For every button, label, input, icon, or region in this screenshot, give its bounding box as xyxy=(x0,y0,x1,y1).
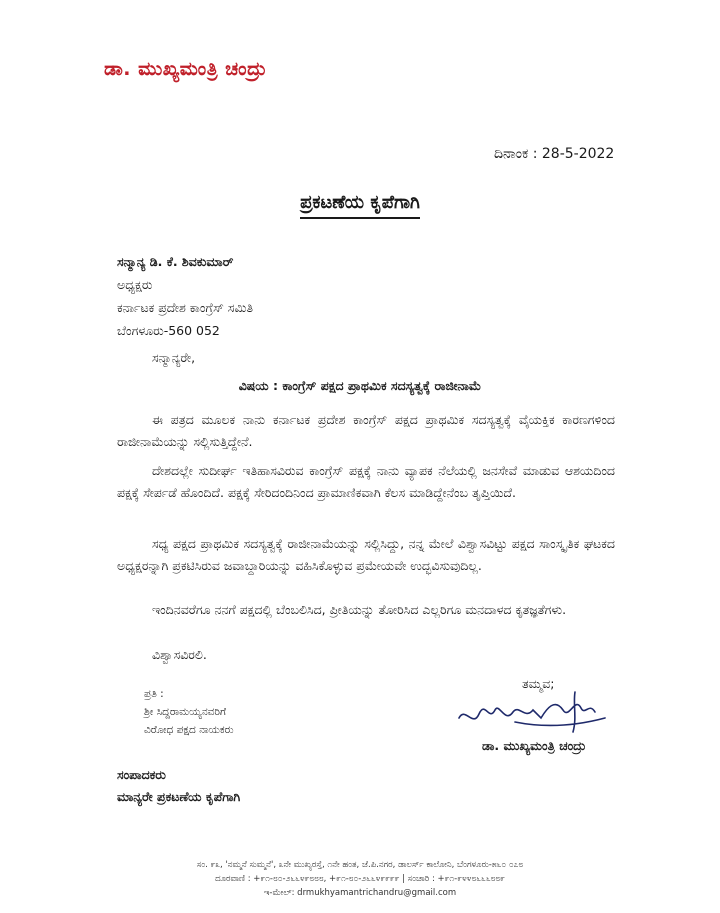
footer-email: ಇ-ಮೇಲ್: drmukhyamantrichandru@gmail.com xyxy=(263,888,457,898)
salutation: ಸನ್ಮಾನ್ಯರೇ, xyxy=(152,350,196,365)
body-paragraph: ಈ ಪತ್ರದ ಮೂಲಕ ನಾನು ಕರ್ನಾಟಕ ಪ್ರದೇಶ ಕಾಂಗ್ರೆಸ್ ಪಕ್ಷದ ಪ್ರಾಥಮಿಕ ಸದಸ್ಯತ್ವಕ್ಕೆ ವೈಯಕ್ತಿಕ ಕಾರಣಗಳಿಂದ ರಾಜೀನಾಮೆಯನ್ನು ಸಲ್ಲಿಸುತ್ತಿದ್ದೇನೆ. xyxy=(117,412,615,449)
letter-heading-text: ಪ್ರಕಟಣೆಯ ಕೃಪೆಗಾಗಿ xyxy=(300,192,420,219)
body-paragraph: ದೇಶದಲ್ಲೇ ಸುದೀರ್ಘ ಇತಿಹಾಸವಿರುವ ಕಾಂಗ್ರೆಸ್ ಪಕ್ಷಕ್ಕೆ ನಾನು ವ್ಯಾಪಕ ನೆಲೆಯಲ್ಲಿ ಜನಸೇವೆ ಮಾಡುವ ಆಶಯದಿಂದ ಪಕ್ಷಕ್ಕೆ ಸೇರ್ಪಡೆ ಹೊಂದಿದೆ. ಪಕ್ಷಕ್ಕೆ ಸೇರಿದಂದಿನಿಂದ ಪ್ರಾಮಾಣಿಕವಾಗಿ ಕೆಲಸ ಮಾಡಿದ್ದೇನೆಂಬ ತೃಪ್ತಿಯಿದೆ. xyxy=(117,463,615,500)
footer-contact xyxy=(0,858,720,900)
footer-address: ಸಂ. ೯೩, 'ನಮ್ಮನೆ ಸುಮ್ಮನೆ', ೩ನೇ ಮುಖ್ಯರಸ್ತೆ, ೧ನೇ ಹಂತ, ಜೆ.ಪಿ.ನಗರ, ಡಾಲರ್ಸ್ ಕಾಲೋನಿ, ಬೆಂಗಳೂರು-೫೬೦ ೦೭೮ xyxy=(196,860,524,870)
letterhead-name: ಡಾ. ಮುಖ್ಯಮಂತ್ರಿ ಚಂದ್ರು xyxy=(104,58,267,80)
footer-phones: ದೂರವಾಣಿ : +೯೧-೮೦-೨೬೬೪೯೮೮೮, +೯೧-೮೦-೨೬೬೪೯೯೯೯ | ಸಂಚಾರಿ : +೯೧-೯೪೪೮೬೬೬೮೮೯ xyxy=(215,874,505,884)
closing-line: ವಿಶ್ವಾಸವಿರಲಿ. xyxy=(152,647,207,662)
handwritten-signature xyxy=(455,688,615,736)
editors-label: ಸಂಪಾದಕರು xyxy=(117,767,166,782)
recipient-title: ಅಧ್ಯಕ್ಷರು xyxy=(117,277,153,292)
editors-block xyxy=(117,764,240,808)
letter-heading xyxy=(0,192,720,219)
recipient-address xyxy=(117,250,253,342)
copy-to-title: ವಿರೋಧ ಪಕ್ಷದ ನಾಯಕರು xyxy=(144,724,234,736)
recipient-name: ಸನ್ಮಾನ್ಯ ಡಿ. ಕೆ. ಶಿವಕುಮಾರ್ xyxy=(117,254,234,269)
editors-note: ಮಾನ್ಯರೇ ಪ್ರಕಟಣೆಯ ಕೃಪೆಗಾಗಿ xyxy=(117,789,241,804)
body-paragraph: ಇಂದಿನವರೆಗೂ ನನಗೆ ಪಕ್ಷದಲ್ಲಿ ಬೆಂಬಲಿಸಿದ, ಪ್ರೀತಿಯನ್ನು ತೋರಿಸಿದ ಎಲ್ಲರಿಗೂ ಮನದಾಳದ ಕೃತಜ್ಞತೆಗಳು. xyxy=(152,602,567,617)
letter-date: ದಿನಾಂಕ : 28-5-2022 xyxy=(494,146,615,162)
recipient-org: ಕರ್ನಾಟಕ ಪ್ರದೇಶ ಕಾಂಗ್ರೆಸ್ ಸಮಿತಿ xyxy=(117,300,254,315)
subject-line: ವಿಷಯ : ಕಾಂಗ್ರೆಸ್ ಪಕ್ಷದ ಪ್ರಾಥಮಿಕ ಸದಸ್ಯತ್ವಕ್ಕೆ ರಾಜೀನಾಮೆ xyxy=(238,378,482,393)
signer-name: ಡಾ. ಮುಖ್ಯಮಂತ್ರಿ ಚಂದ್ರು xyxy=(482,738,586,753)
copy-to-name: ಶ್ರೀ ಸಿದ್ದರಾಮಯ್ಯನವರಿಗೆ xyxy=(144,706,227,718)
signoff: ತಮ್ಮವ; xyxy=(522,676,555,691)
body-paragraph: ಸಧ್ಯ ಪಕ್ಷದ ಪ್ರಾಥಮಿಕ ಸದಸ್ಯತ್ವಕ್ಕೆ ರಾಜೀನಾಮೆಯನ್ನು ಸಲ್ಲಿಸಿದ್ದು, ನನ್ನ ಮೇಲೆ ವಿಶ್ವಾಸವಿಟ್ಟು ಪಕ್ಷದ ಸಾಂಸ್ಕೃತಿಕ ಘಟಕದ ಅಧ್ಯಕ್ಷರನ್ನಾಗಿ ಪ್ರಕಟಿಸಿರುವ ಜವಾಬ್ದಾರಿಯನ್ನು ವಹಿಸಿಕೊಳ್ಳುವ ಪ್ರಮೇಯವೇ ಉದ್ಭವಿಸುವುದಿಲ್ಲ. xyxy=(117,536,615,573)
recipient-city: ಬೆಂಗಳೂರು-560 052 xyxy=(117,323,220,338)
copy-to-label: ಪ್ರತಿ : xyxy=(144,688,164,700)
copy-to-block xyxy=(144,685,234,739)
